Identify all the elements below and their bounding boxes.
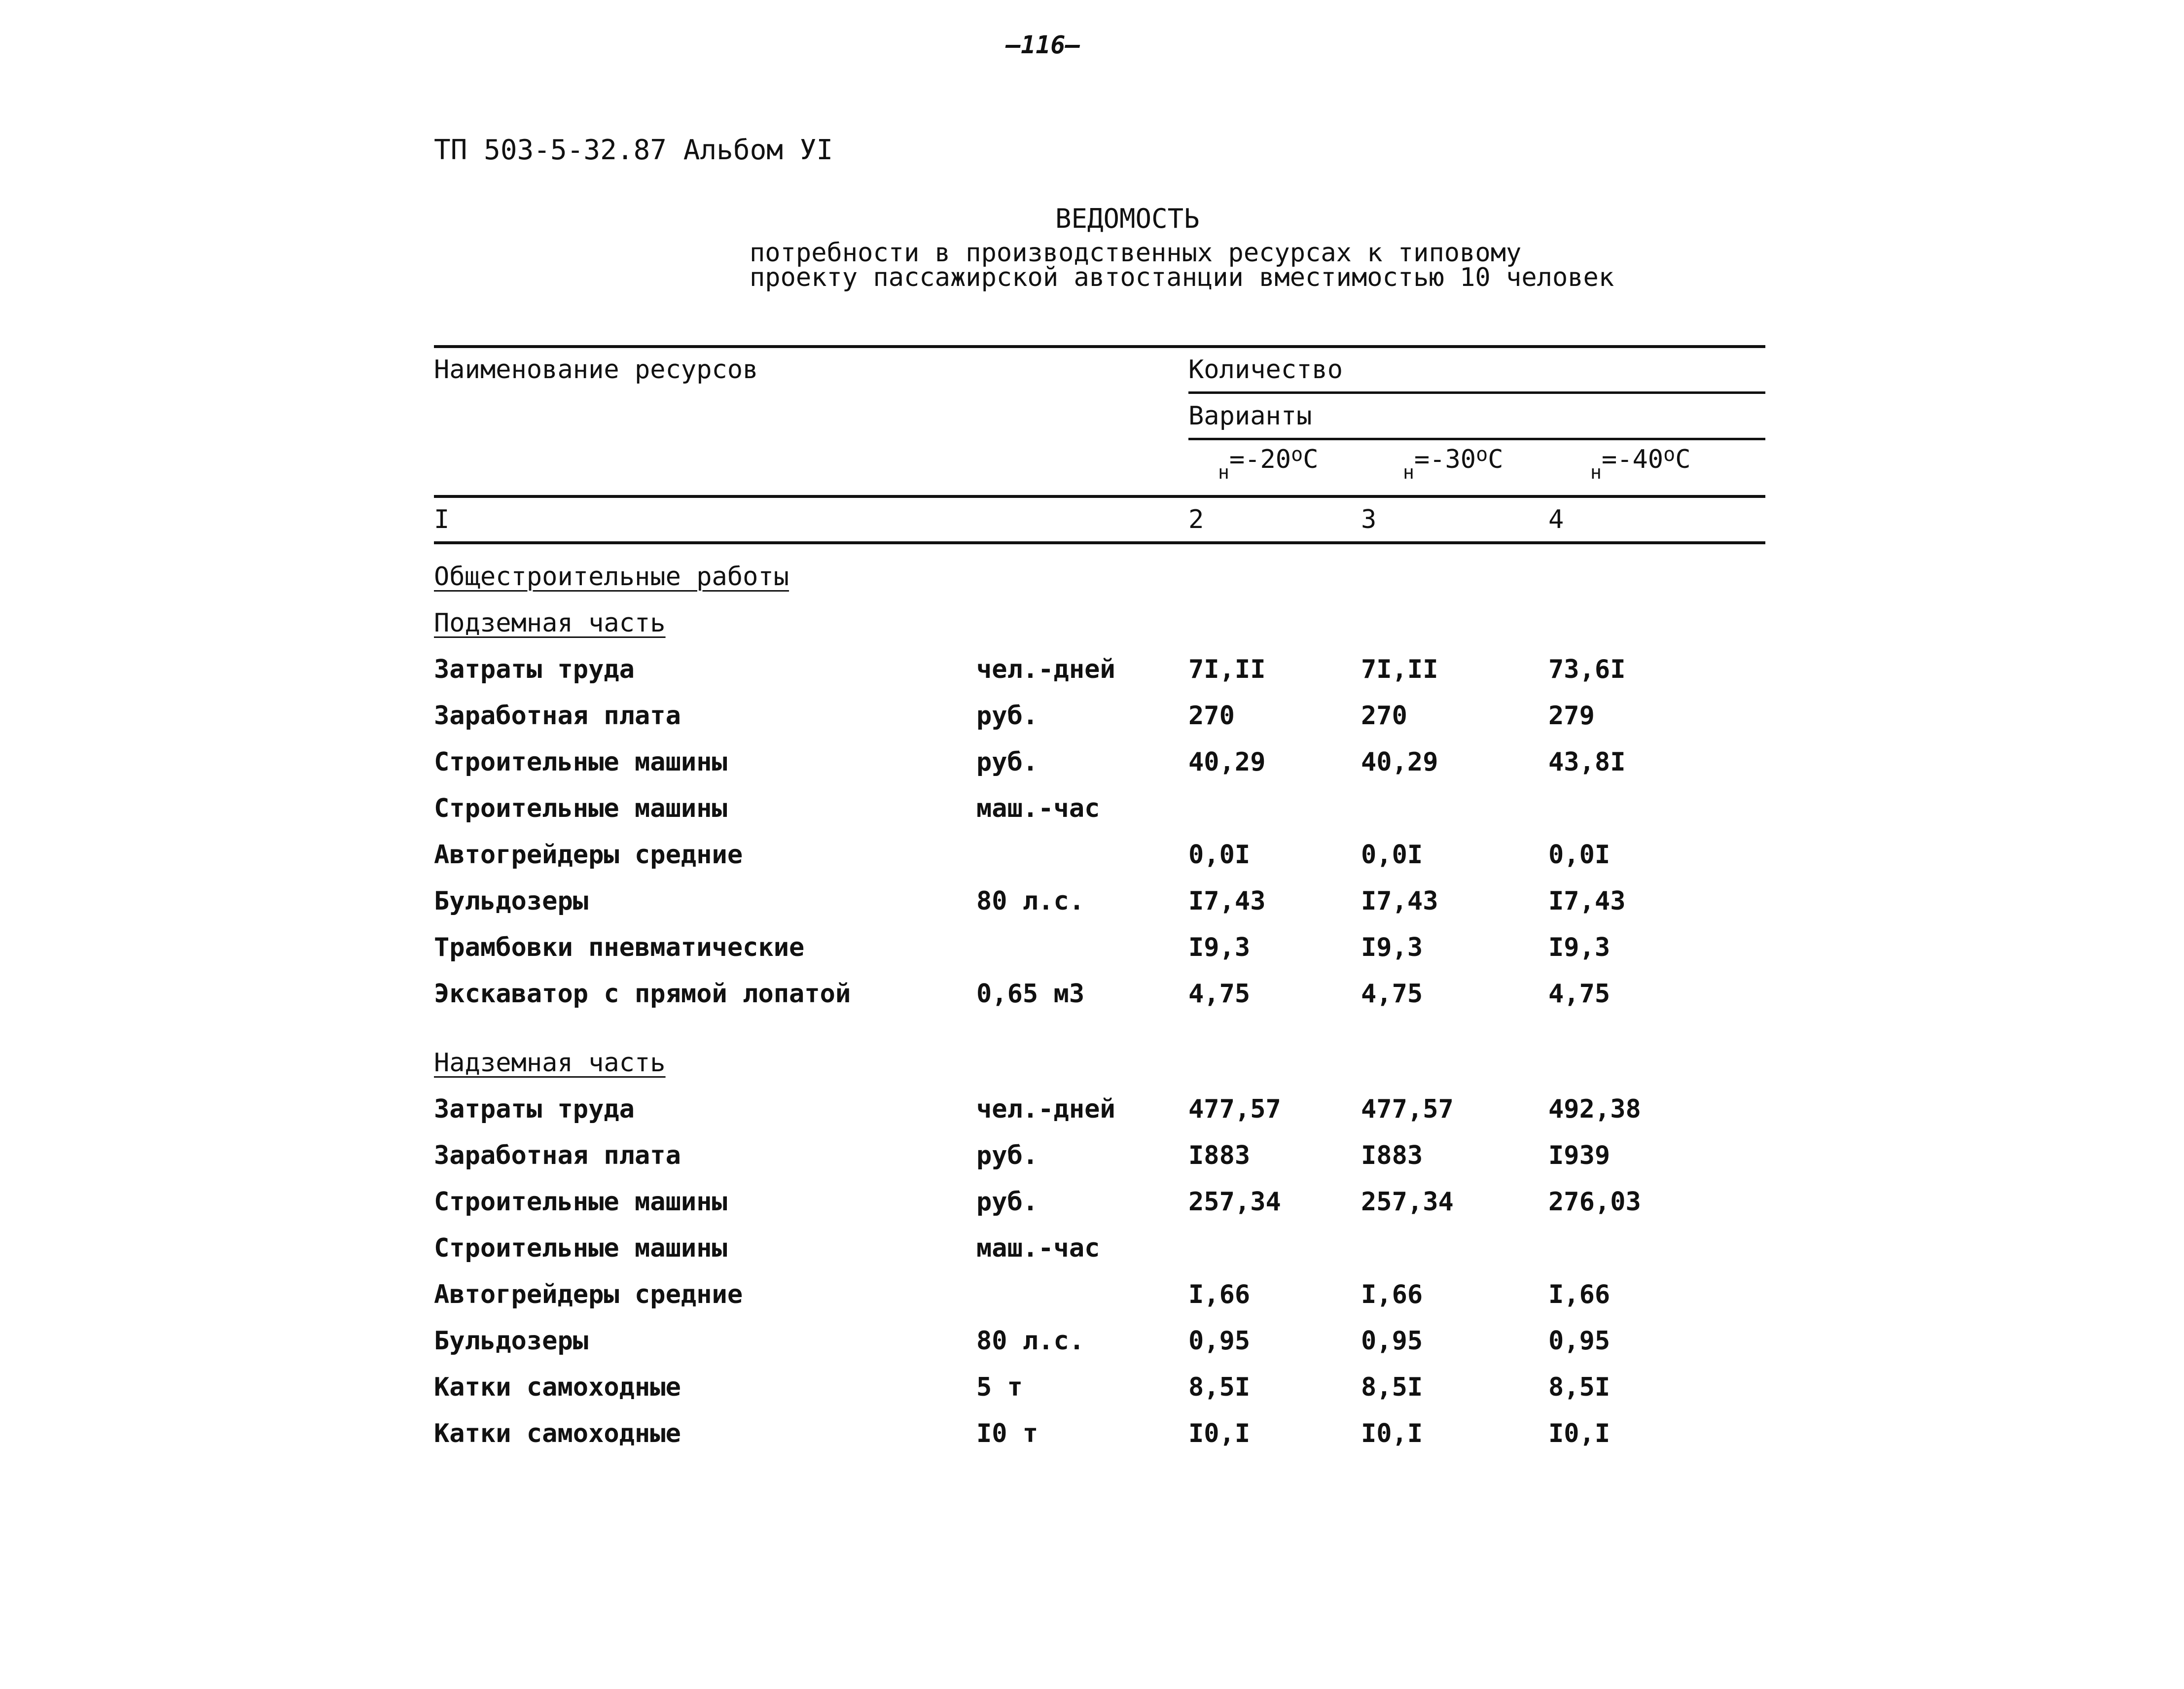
value-variant-2: I,66 [1361, 1280, 1423, 1309]
resource-name: Бульдозеры [434, 886, 589, 916]
subtitle-line: потребности в производственных ресурсах к типовому [750, 238, 1522, 268]
page-number: —116— [1006, 31, 1080, 59]
section-title-aboveground: Надземная часть [434, 1048, 666, 1078]
value-variant-2: 270 [1361, 701, 1407, 731]
variants-rule [1188, 438, 1765, 440]
temp-unit: С [1675, 445, 1691, 474]
value-variant-3: 43,8I [1548, 747, 1626, 777]
numbers-rule [434, 541, 1765, 544]
value-variant-1: 257,34 [1188, 1187, 1281, 1217]
value-variant-3: I7,43 [1548, 886, 1626, 916]
resource-unit: руб. [976, 1141, 1038, 1170]
resource-unit: чел.-дней [976, 655, 1115, 684]
value-variant-1: I7,43 [1188, 886, 1266, 916]
resource-name: Затраты труда [434, 1094, 635, 1124]
temp-unit: С [1488, 445, 1504, 474]
value-variant-1: I9,3 [1188, 933, 1251, 962]
value-variant-2: 4,75 [1361, 979, 1423, 1009]
value-variant-3: 73,6I [1548, 655, 1626, 684]
temp-value: =-30 [1414, 445, 1476, 474]
resource-unit: руб. [976, 1187, 1038, 1217]
resource-unit: 0,65 м3 [976, 979, 1085, 1009]
header-quantity: Количество [1188, 355, 1343, 385]
table-top-rule [434, 345, 1765, 348]
value-variant-2: 7I,II [1361, 655, 1438, 684]
resource-name: Строительные машины [434, 794, 727, 823]
value-variant-3: 279 [1548, 701, 1595, 731]
value-variant-2: I9,3 [1361, 933, 1423, 962]
resource-unit: I0 т [976, 1419, 1038, 1448]
resource-unit: маш.-час [976, 794, 1100, 823]
section-title-underground: Подземная часть [434, 608, 666, 638]
value-variant-3: I9,3 [1548, 933, 1611, 962]
value-variant-2: 0,95 [1361, 1326, 1423, 1356]
document-title: ВЕДОМОСТЬ [1055, 203, 1200, 234]
resource-name: Автогрейдеры средние [434, 1280, 743, 1309]
header-variants: Варианты [1188, 401, 1312, 431]
value-variant-2: 0,0I [1361, 840, 1423, 870]
value-variant-3: 492,38 [1548, 1094, 1641, 1124]
temp-degree: о [1476, 443, 1488, 466]
document-code: ТП 503-5-32.87 Альбом УI [434, 134, 833, 166]
header-temp-variant-1 [1218, 443, 1319, 483]
value-variant-2: I883 [1361, 1141, 1423, 1170]
value-variant-1: I,66 [1188, 1280, 1251, 1309]
resource-name: Заработная плата [434, 701, 681, 731]
column-number-3: 3 [1361, 505, 1377, 534]
value-variant-1: I0,I [1188, 1419, 1251, 1448]
temp-unit: С [1303, 445, 1319, 474]
resource-unit: руб. [976, 747, 1038, 777]
value-variant-3: 8,5I [1548, 1372, 1611, 1402]
value-variant-3: 0,95 [1548, 1326, 1611, 1356]
section-title-general-works: Общестроительные работы [434, 562, 789, 592]
value-variant-2: 8,5I [1361, 1372, 1423, 1402]
value-variant-3: I,66 [1548, 1280, 1611, 1309]
resource-name: Катки самоходные [434, 1372, 681, 1402]
temp-subscript: н [1590, 461, 1602, 483]
value-variant-2: I0,I [1361, 1419, 1423, 1448]
value-variant-1: 477,57 [1188, 1094, 1281, 1124]
resource-name: Заработная плата [434, 1141, 681, 1170]
value-variant-2: 40,29 [1361, 747, 1438, 777]
header-resource-name: Наименование ресурсов [434, 355, 758, 385]
resource-name: Трамбовки пневматические [434, 933, 805, 962]
value-variant-1: I883 [1188, 1141, 1251, 1170]
value-variant-1: 0,95 [1188, 1326, 1251, 1356]
column-number-2: 2 [1188, 505, 1204, 534]
value-variant-1: 4,75 [1188, 979, 1251, 1009]
header-rule [434, 495, 1765, 498]
value-variant-1: 7I,II [1188, 655, 1266, 684]
temp-value: =-20 [1229, 445, 1291, 474]
value-variant-2: I7,43 [1361, 886, 1438, 916]
column-number-4: 4 [1548, 505, 1564, 534]
resource-name: Экскаватор с прямой лопатой [434, 979, 851, 1009]
value-variant-2: 477,57 [1361, 1094, 1454, 1124]
resource-unit: руб. [976, 701, 1038, 731]
value-variant-2: 257,34 [1361, 1187, 1454, 1217]
temp-subscript: н [1403, 461, 1414, 483]
temp-subscript: н [1218, 461, 1229, 483]
value-variant-1: 0,0I [1188, 840, 1251, 870]
subtitle-line: проекту пассажирской автостанции вместимостью 10 человек [750, 263, 1614, 292]
quantity-rule [1188, 391, 1765, 394]
temp-value: =-40 [1601, 445, 1664, 474]
header-temp-variant-3 [1590, 443, 1691, 483]
header-temp-variant-2 [1403, 443, 1504, 483]
value-variant-3: I939 [1548, 1141, 1611, 1170]
resource-name: Строительные машины [434, 1233, 727, 1263]
column-number-1: I [434, 505, 450, 534]
value-variant-3: 276,03 [1548, 1187, 1641, 1217]
value-variant-1: 8,5I [1188, 1372, 1251, 1402]
resource-name: Бульдозеры [434, 1326, 589, 1356]
resource-name: Строительные машины [434, 1187, 727, 1217]
value-variant-3: 0,0I [1548, 840, 1611, 870]
value-variant-1: 40,29 [1188, 747, 1266, 777]
value-variant-1: 270 [1188, 701, 1235, 731]
document-subtitle [750, 238, 1614, 292]
value-variant-3: 4,75 [1548, 979, 1611, 1009]
resource-unit: чел.-дней [976, 1094, 1115, 1124]
value-variant-3: I0,I [1548, 1419, 1611, 1448]
resource-name: Затраты труда [434, 655, 635, 684]
resource-name: Катки самоходные [434, 1419, 681, 1448]
temp-degree: о [1663, 443, 1676, 466]
resource-unit: маш.-час [976, 1233, 1100, 1263]
resource-unit: 80 л.с. [976, 886, 1085, 916]
resource-unit: 80 л.с. [976, 1326, 1085, 1356]
temp-degree: о [1291, 443, 1303, 466]
resource-unit: 5 т [976, 1372, 1023, 1402]
resource-name: Строительные машины [434, 747, 727, 777]
resource-name: Автогрейдеры средние [434, 840, 743, 870]
